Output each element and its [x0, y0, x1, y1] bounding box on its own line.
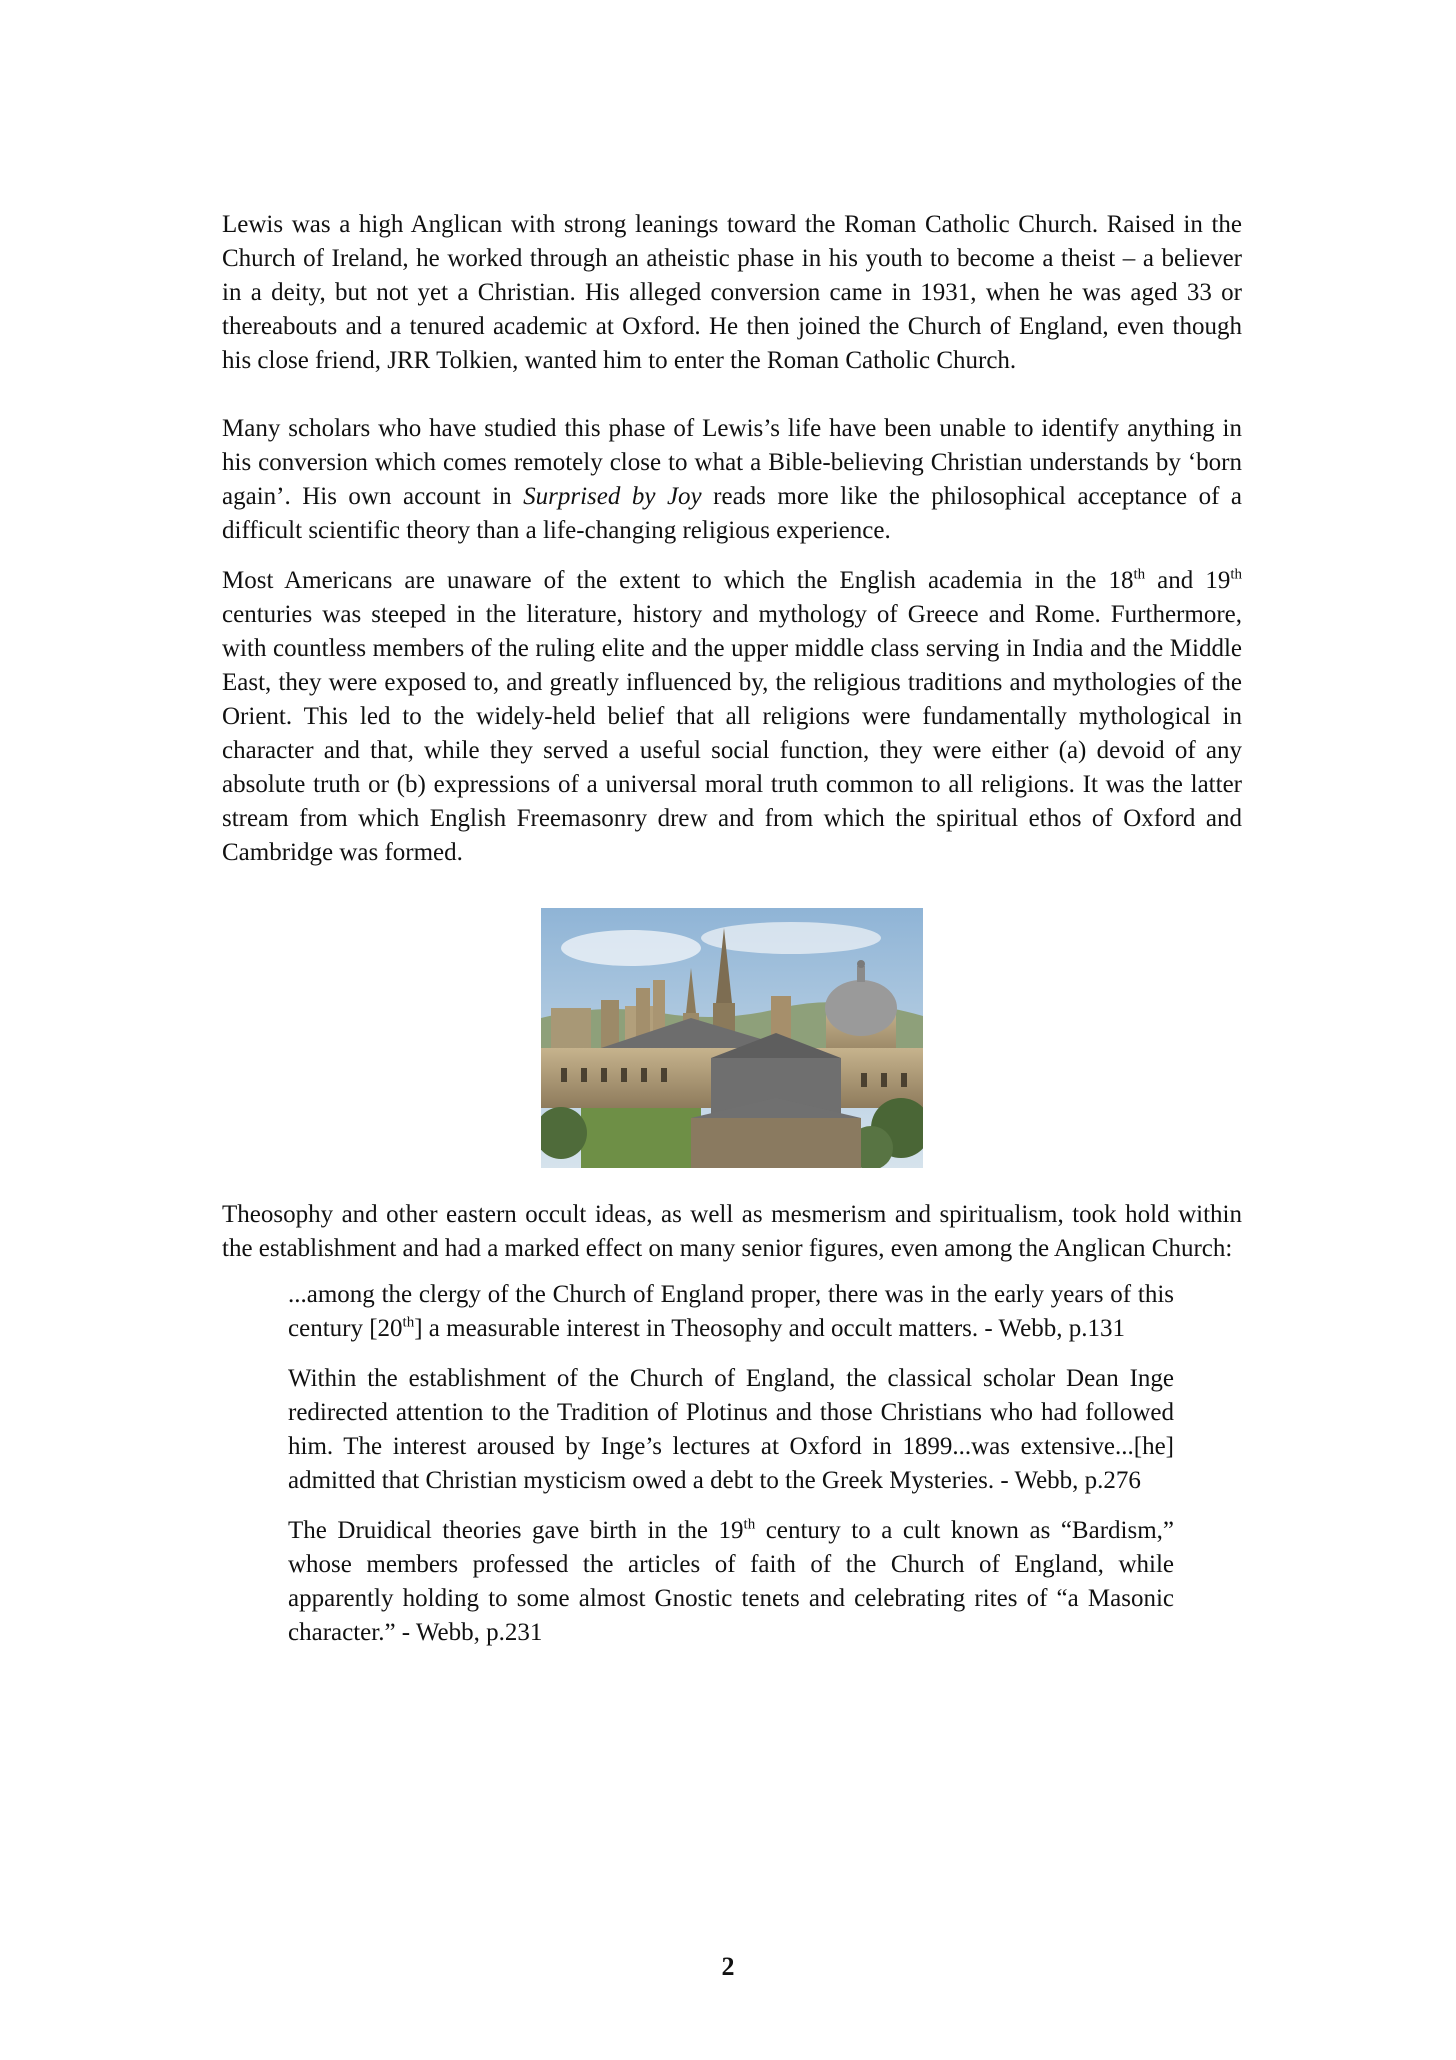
oxford-skyline-illustration — [541, 908, 923, 1168]
paragraph-scholars-text-end: reads more like the philosophical acceptance of a difficult scientific theory than a life-changing religious experience. — [222, 483, 1242, 544]
paragraph-scholars-text: Many scholars who have studied this phase of Lewis’s life have been unable to identify anything in his conversion which comes remotely close to what a Bible-believing Christian understands by ‘born again’. His own account in — [222, 415, 1242, 510]
academia-text-a: Most Americans are unaware of the extent to which the English academia in the 18 — [222, 567, 1134, 594]
quote-text-a: The Druidical theories gave birth in the 19 — [288, 1517, 744, 1544]
quote-text-b: century to a cult known as “Bardism,” whose members professed the articles of faith of the Church of England, while apparently holding to some almost Gnostic tenets and celebrating rites of “a Masonic character.” - Webb, p.231 — [288, 1517, 1174, 1646]
academia-text-b: and 19 — [1145, 567, 1231, 594]
paragraph-scholars-conversion — [222, 412, 1242, 548]
quote-webb-131 — [288, 1278, 1174, 1346]
quote-webb-231 — [288, 1514, 1174, 1650]
superscript-th: th — [1133, 566, 1146, 583]
oxford-skyline-photo — [541, 908, 923, 1168]
block-quotes — [288, 1278, 1174, 1650]
page-number: 2 — [721, 1952, 735, 1981]
quote-text-b: ] a measurable interest in Theosophy and occult matters. - Webb, p.131 — [414, 1315, 1125, 1342]
paragraph-lewis-anglican: Lewis was a high Anglican with strong leanings toward the Roman Catholic Church. Raised in the Church of Ireland, he worked through an atheistic phase in his youth to become a theist – a believer in a deity, but not yet a Christian. His alleged conversion came in 1931, when he was aged 33 or thereabouts and a tenured academic at Oxford. He then joined the Church of England, even though his close friend, JRR Tolkien, wanted him to enter the Roman Catholic Church. — [222, 211, 1242, 374]
superscript-th: th — [402, 1314, 415, 1331]
superscript-th: th — [1230, 566, 1242, 583]
quote-text-a: ...among the clergy of the Church of England proper, there was in the early years of this century [20 — [288, 1281, 1174, 1342]
paragraph-theosophy: Theosophy and other eastern occult ideas, as well as mesmerism and spiritualism, took hold within the establishment and had a marked effect on many senior figures, even among the Anglican Church: — [222, 1201, 1242, 1262]
academia-text-c: centuries was steeped in the literature, history and mythology of Greece and Rome. Furthermore, with countless members of the ruling elite and the upper middle class serving in India and the Middle East, they were exposed to, and greatly influenced by, the religious traditions and mythologies of the Orient. This led to the widely-held belief that all religions were fundamentally mythological in character and that, while they served a useful social function, they were either (a) devoid of any absolute truth or (b) expressions of a universal moral truth common to all religions. It was the latter stream from which English Freemasonry drew and from which the spiritual ethos of Oxford and Cambridge was formed. — [222, 601, 1242, 866]
superscript-th: th — [743, 1516, 756, 1533]
page-content — [222, 208, 1242, 1666]
quote-webb-276: Within the establishment of the Church of England, the classical scholar Dean Inge redirected attention to the Tradition of Plotinus and those Christians who had followed him. The interest aroused by Inge’s lectures at Oxford in 1899...was extensive...[he] admitted that Christian mysticism owed a debt to the Greek Mysteries. - Webb, p.276 — [288, 1365, 1174, 1494]
book-title-surprised-by-joy: Surprised by Joy — [523, 483, 702, 510]
paragraph-english-academia — [222, 564, 1242, 870]
